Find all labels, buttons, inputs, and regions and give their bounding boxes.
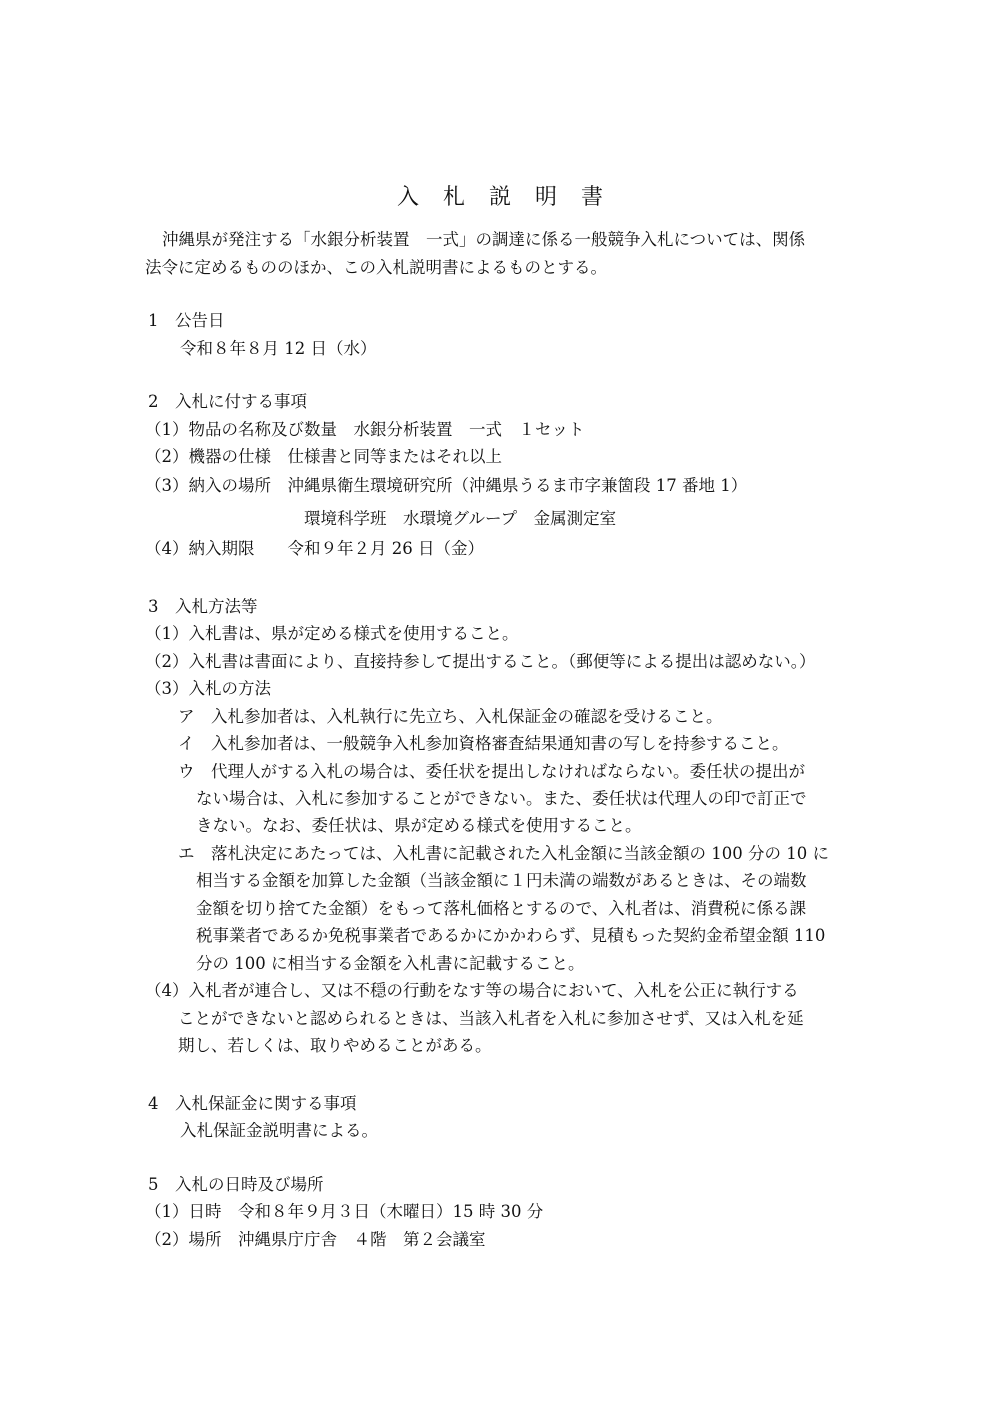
section-3-sub-e: エ 落札決定にあたっては、入札書に記載された入札金額に当該金額の 100 分の 10 に — [178, 844, 829, 863]
intro-line-2: 法令に定めるもののほか、この入札説明書によるものとする。 — [145, 258, 607, 277]
section-3-sub-i: イ 入札参加者は、一般競争入札参加資格審査結果通知書の写しを持参すること。 — [178, 734, 789, 753]
section-3-item-4-cont-2: 期し、若しくは、取りやめることがある。 — [178, 1036, 492, 1055]
section-5-item-1: （1）日時 令和８年９月３日（木曜日）15 時 30 分 — [145, 1202, 544, 1221]
section-3-sub-u-cont-1: ない場合は、入札に参加することができない。また、委任状は代理人の印で訂正で — [196, 789, 807, 808]
section-3-sub-e-cont-1: 相当する金額を加算した金額（当該金額に１円未満の端数があるときは、その端数 — [196, 871, 807, 890]
section-2-heading: 2 入札に付する事項 — [148, 392, 307, 411]
section-3-item-4-cont-1: ことができないと認められるときは、当該入札者を入札に参加させず、又は入札を延 — [178, 1009, 804, 1028]
section-3-item-1: （1）入札書は、県が定める様式を使用すること。 — [145, 624, 519, 643]
section-3-sub-u-cont-2: きない。なお、委任状は、県が定める様式を使用すること。 — [196, 816, 642, 835]
section-3-item-2: （2）入札書は書面により、直接持参して提出すること。（郵便等による提出は認めない。） — [145, 652, 816, 671]
section-4-heading: 4 入札保証金に関する事項 — [148, 1094, 357, 1113]
section-3-sub-u: ウ 代理人がする入札の場合は、委任状を提出しなければならない。委任状の提出が — [178, 762, 805, 781]
section-2-item-4: （4）納入期限 令和９年２月 26 日（金） — [145, 539, 484, 558]
section-3-heading: 3 入札方法等 — [148, 597, 258, 616]
section-1-body: 令和８年８月 12 日（水） — [180, 339, 377, 358]
section-3-sub-e-cont-2: 金額を切り捨てた金額）をもって落札価格とするので、入札者は、消費税に係る課 — [196, 899, 807, 918]
section-2-item-3: （3）納入の場所 沖縄県衛生環境研究所（沖縄県うるま市字兼箇段 17 番地 1） — [145, 476, 748, 495]
section-3-item-4: （4）入札者が連合し、又は不穏の行動をなす等の場合において、入札を公正に執行する — [145, 981, 799, 1000]
section-3-sub-e-cont-3: 税事業者であるか免税事業者であるかにかかわらず、見積もった契約金希望金額 110 — [196, 926, 826, 945]
intro-line-1: 沖縄県が発注する「水銀分析装置 一式」の調達に係る一般競争入札については、関係 — [162, 230, 806, 249]
section-3-sub-e-cont-4: 分の 100 に相当する金額を入札書に記載すること。 — [196, 954, 585, 973]
section-1-heading: 1 公告日 — [148, 311, 225, 330]
section-5-heading: 5 入札の日時及び場所 — [148, 1175, 324, 1194]
section-2-item-2: （2）機器の仕様 仕様書と同等またはそれ以上 — [145, 447, 502, 466]
section-4-body: 入札保証金説明書による。 — [180, 1121, 378, 1140]
section-5-item-2: （2）場所 沖縄県庁庁舎 ４階 第２会議室 — [145, 1230, 486, 1249]
section-3-sub-a: ア 入札参加者は、入札執行に先立ち、入札保証金の確認を受けること。 — [178, 707, 723, 726]
section-2-item-1: （1）物品の名称及び数量 水銀分析装置 一式 １セット — [145, 420, 585, 439]
section-2-item-3-cont: 環境科学班 水環境グループ 金属測定室 — [304, 509, 617, 528]
document-title: 入札説明書 — [396, 185, 627, 210]
section-3-item-3: （3）入札の方法 — [145, 679, 271, 698]
